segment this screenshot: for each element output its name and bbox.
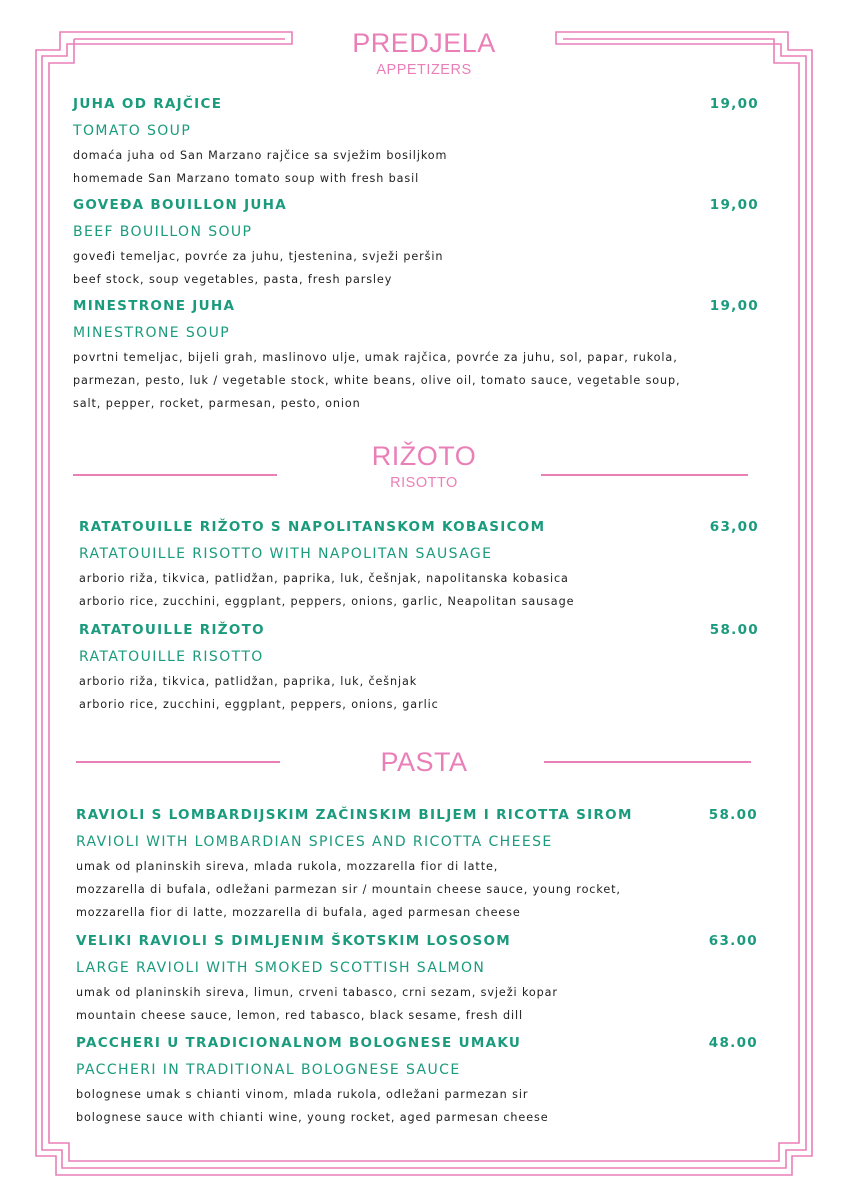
dish-description-line: mozzarella di bufala, odležani parmezan sir / mountain cheese sauce, young rocket, <box>76 883 621 896</box>
dish-translation: RATATOUILLE RISOTTO WITH NAPOLITAN SAUSAGE <box>79 546 493 562</box>
section-title: RIŽOTO <box>371 441 477 471</box>
menu-item <box>73 194 759 291</box>
section-subtitle: APPETIZERS <box>376 62 472 78</box>
dish-description-line: arborio riža, tikvica, patlidžan, paprika, luk, češnjak <box>79 675 418 688</box>
dish-price: 63.00 <box>708 933 758 949</box>
menu-item <box>79 516 759 613</box>
dish-name: GOVEĐA BOUILLON JUHA <box>73 197 288 213</box>
dish-price: 19,00 <box>709 96 759 112</box>
dish-name: RATATOUILLE RIŽOTO S NAPOLITANSKOM KOBASICOM <box>79 519 546 535</box>
dish-description-line: umak od planinskih sireva, mlada rukola, mozzarella fior di latte, <box>76 860 499 873</box>
menu-item <box>76 1032 758 1129</box>
dish-description-line: arborio rice, zucchini, eggplant, peppers, onions, garlic, Neapolitan sausage <box>79 595 575 608</box>
section-title: PASTA <box>380 747 468 777</box>
dish-description-line: povrtni temeljac, bijeli grah, maslinovo ulje, umak rajčica, povrće za juhu, sol, papar, rukola, <box>73 351 678 364</box>
dish-description-line: bolognese sauce with chianti wine, young rocket, aged parmesan cheese <box>76 1111 549 1124</box>
dish-translation: BEEF BOUILLON SOUP <box>73 224 253 240</box>
dish-description-line: homemade San Marzano tomato soup with fresh basil <box>73 172 420 185</box>
dish-translation: PACCHERI IN TRADITIONAL BOLOGNESE SAUCE <box>76 1062 461 1078</box>
dish-description-line: arborio riža, tikvica, patlidžan, paprika, luk, češnjak, napolitanska kobasica <box>79 572 569 585</box>
dish-description-line: goveđi temeljac, povrće za juhu, tjestenina, svježi peršin <box>73 250 444 263</box>
section-header-pasta <box>0 746 848 778</box>
dish-description-line: umak od planinskih sireva, limun, crveni tabasco, crni sezam, svježi kopar <box>76 986 558 999</box>
dish-name: MINESTRONE JUHA <box>73 298 236 314</box>
dish-description-line: parmezan, pesto, luk / vegetable stock, white beans, olive oil, tomato sauce, vegetable soup, <box>73 374 681 387</box>
dish-description-line: domaća juha od San Marzano rajčice sa svježim bosiljkom <box>73 149 448 162</box>
dish-price: 63,00 <box>709 519 759 535</box>
dish-price: 19,00 <box>709 197 759 213</box>
section-subtitle: RISOTTO <box>390 475 458 491</box>
menu-item <box>76 804 758 924</box>
dish-description-line: beef stock, soup vegetables, pasta, fresh parsley <box>73 273 393 286</box>
dish-name: PACCHERI U TRADICIONALNOM BOLOGNESE UMAKU <box>76 1035 522 1051</box>
menu-item <box>76 930 758 1027</box>
dish-name: RATATOUILLE RIŽOTO <box>79 622 265 638</box>
dish-translation: TOMATO SOUP <box>73 123 192 139</box>
dish-translation: LARGE RAVIOLI WITH SMOKED SCOTTISH SALMON <box>76 960 486 976</box>
dish-description-line: bolognese umak s chianti vinom, mlada rukola, odležani parmezan sir <box>76 1088 529 1101</box>
dish-translation: RAVIOLI WITH LOMBARDIAN SPICES AND RICOTTA CHEESE <box>76 834 553 850</box>
dish-description-line: arborio rice, zucchini, eggplant, peppers, onions, garlic <box>79 698 439 711</box>
section-header-risotto <box>0 440 848 493</box>
menu-item <box>73 295 759 415</box>
dish-description-line: mozzarella fior di latte, mozzarella di bufala, aged parmesan cheese <box>76 906 521 919</box>
section-header-appetizers <box>0 27 848 80</box>
menu-item <box>79 619 759 716</box>
section-title: PREDJELA <box>352 28 496 58</box>
menu-item <box>73 93 759 190</box>
dish-translation: MINESTRONE SOUP <box>73 325 231 341</box>
dish-description-line: salt, pepper, rocket, parmesan, pesto, onion <box>73 397 361 410</box>
dish-name: RAVIOLI S LOMBARDIJSKIM ZAČINSKIM BILJEM I RICOTTA SIROM <box>76 807 633 823</box>
dish-description-line: mountain cheese sauce, lemon, red tabasco, black sesame, fresh dill <box>76 1009 523 1022</box>
dish-price: 58.00 <box>709 622 759 638</box>
dish-price: 58.00 <box>708 807 758 823</box>
dish-name: VELIKI RAVIOLI S DIMLJENIM ŠKOTSKIM LOSOSOM <box>76 933 512 949</box>
dish-price: 48.00 <box>708 1035 758 1051</box>
dish-translation: RATATOUILLE RISOTTO <box>79 649 264 665</box>
dish-price: 19,00 <box>709 298 759 314</box>
dish-name: JUHA OD RAJČICE <box>73 96 223 112</box>
